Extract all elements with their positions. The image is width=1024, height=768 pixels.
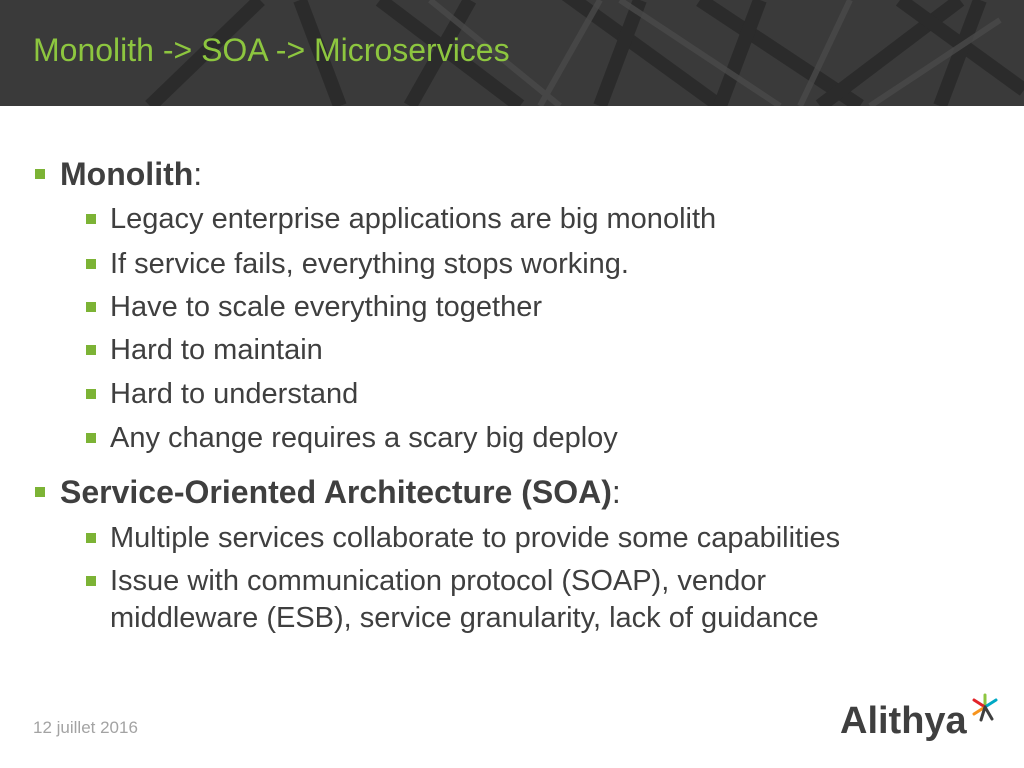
slide-title: Monolith -> SOA -> Microservices	[33, 32, 510, 68]
bullet-heading-soa	[60, 474, 621, 511]
sub-bullet-marker	[86, 389, 96, 399]
bullet-marker	[35, 487, 45, 497]
sub-bullet-marker	[86, 214, 96, 224]
bullet-heading-suffix: :	[611, 474, 621, 510]
sub-bullet-marker	[86, 302, 96, 312]
list-item: If service fails, everything stops working.	[110, 248, 629, 280]
bullet-heading-monolith	[60, 156, 202, 193]
sub-bullet-marker	[86, 259, 96, 269]
sub-bullet-marker	[86, 345, 96, 355]
bullet-marker	[35, 169, 45, 179]
slide-date: 12 juillet 2016	[33, 718, 138, 737]
logo-text: Alithya	[840, 700, 967, 742]
list-item: Hard to maintain	[110, 334, 323, 366]
bullet-heading-text: Service-Oriented Architecture (SOA)	[60, 474, 612, 510]
bullet-heading-suffix: :	[193, 156, 203, 192]
sub-bullet-marker	[86, 433, 96, 443]
logo-star-icon	[970, 692, 1000, 722]
list-item-continuation: middleware (ESB), service granularity, lack of guidance	[110, 602, 819, 634]
sub-bullet-marker	[86, 576, 96, 586]
list-item: Hard to understand	[110, 378, 359, 410]
list-item: Have to scale everything together	[110, 291, 543, 323]
company-logo	[838, 690, 998, 750]
sub-bullet-marker	[86, 533, 96, 543]
bullet-heading-text: Monolith	[60, 156, 194, 192]
list-item: Multiple services collaborate to provide some capabilities	[110, 522, 841, 554]
list-item: Any change requires a scary big deploy	[110, 422, 618, 454]
list-item: Legacy enterprise applications are big monolith	[110, 203, 717, 235]
list-item: Issue with communication protocol (SOAP), vendor	[110, 565, 766, 597]
